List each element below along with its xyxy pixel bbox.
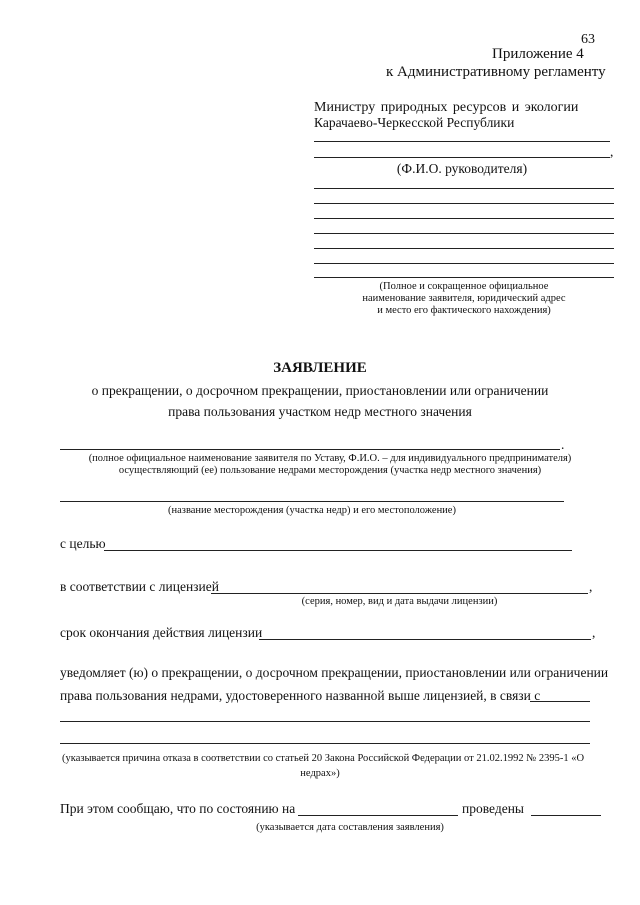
head-name-line-2	[314, 157, 610, 158]
document-subtitle-1: о прекращении, о досрочном прекращении, приостановлении или ограничении	[91, 383, 549, 398]
license-comma: ,	[589, 579, 593, 594]
purpose-line	[104, 550, 572, 551]
reason-line-1	[60, 721, 590, 722]
state-date-line	[298, 815, 458, 816]
purpose-label: с целью	[60, 536, 106, 551]
applicant-line-5	[314, 248, 614, 249]
fio-caption: (Ф.И.О. руководителя)	[396, 161, 528, 176]
applicant-line-4	[314, 233, 614, 234]
addressee-line-2: Карачаево-Черкесской Республики	[314, 115, 515, 130]
applicant-line-7	[314, 277, 614, 278]
notify-line-1: уведомляет (ю) о прекращении, о досрочном прекращении, приостановлении или ограничении	[60, 665, 609, 680]
applicant-caption-2: наименование заявителя, юридический адрес	[362, 293, 566, 304]
fullname-dot: .	[561, 437, 565, 452]
regulation-label: к Административному регламенту	[386, 64, 606, 80]
reason-caption-2: недрах»)	[300, 768, 340, 779]
applicant-line-2	[314, 203, 614, 204]
appendix-label: Приложение 4	[492, 46, 584, 62]
applicant-line-3	[314, 218, 614, 219]
reason-short-line	[530, 701, 590, 702]
carried-line	[531, 815, 601, 816]
license-label: в соответствии с лицензией	[60, 579, 219, 594]
notify-line-2: права пользования недрами, удостоверенного названной выше лицензией, в связи с	[60, 688, 541, 703]
head-name-line-1	[314, 141, 610, 142]
fullname-caption-2: осуществляющий (ее) пользование недрами месторождения (участка недр местного значения)	[118, 465, 542, 476]
expiry-comma: ,	[592, 625, 596, 640]
carried-label: проведены	[462, 801, 524, 816]
state-label: При этом сообщаю, что по состоянию на	[60, 801, 296, 816]
license-line	[211, 593, 588, 594]
applicant-line-6	[314, 263, 614, 264]
deposit-caption: (название месторождения (участка недр) и его местоположение)	[168, 505, 456, 516]
reason-line-2	[60, 743, 590, 744]
applicant-line-1	[314, 188, 614, 189]
expiry-line	[259, 639, 591, 640]
reason-caption-1: (указывается причина отказа в соответствии со статьей 20 Закона Российской Федерации от 21.02.1992 № 2395-1 «О	[62, 753, 585, 764]
date-caption: (указывается дата составления заявления)	[256, 822, 444, 833]
license-caption: (серия, номер, вид и дата выдачи лицензии)	[301, 596, 498, 607]
deposit-line	[60, 501, 564, 502]
addressee-line-1: Министру природных ресурсов и экологии	[314, 100, 579, 115]
comma-mark: ,	[610, 144, 614, 159]
page-number: 63	[581, 32, 595, 47]
applicant-caption-1: (Полное и сокращенное официальное	[379, 281, 549, 292]
expiry-label: срок окончания действия лицензии	[60, 625, 263, 640]
fullname-caption-1: (полное официальное наименование заявителя по Уставу, Ф.И.О. – для индивидуального предпринимателя)	[88, 453, 572, 464]
document-title: ЗАЯВЛЕНИЕ	[273, 360, 367, 376]
applicant-fullname-line	[60, 449, 560, 450]
document-subtitle-2: права пользования участком недр местного значения	[168, 404, 472, 419]
applicant-caption-3: и место его фактического нахождения)	[377, 305, 551, 316]
